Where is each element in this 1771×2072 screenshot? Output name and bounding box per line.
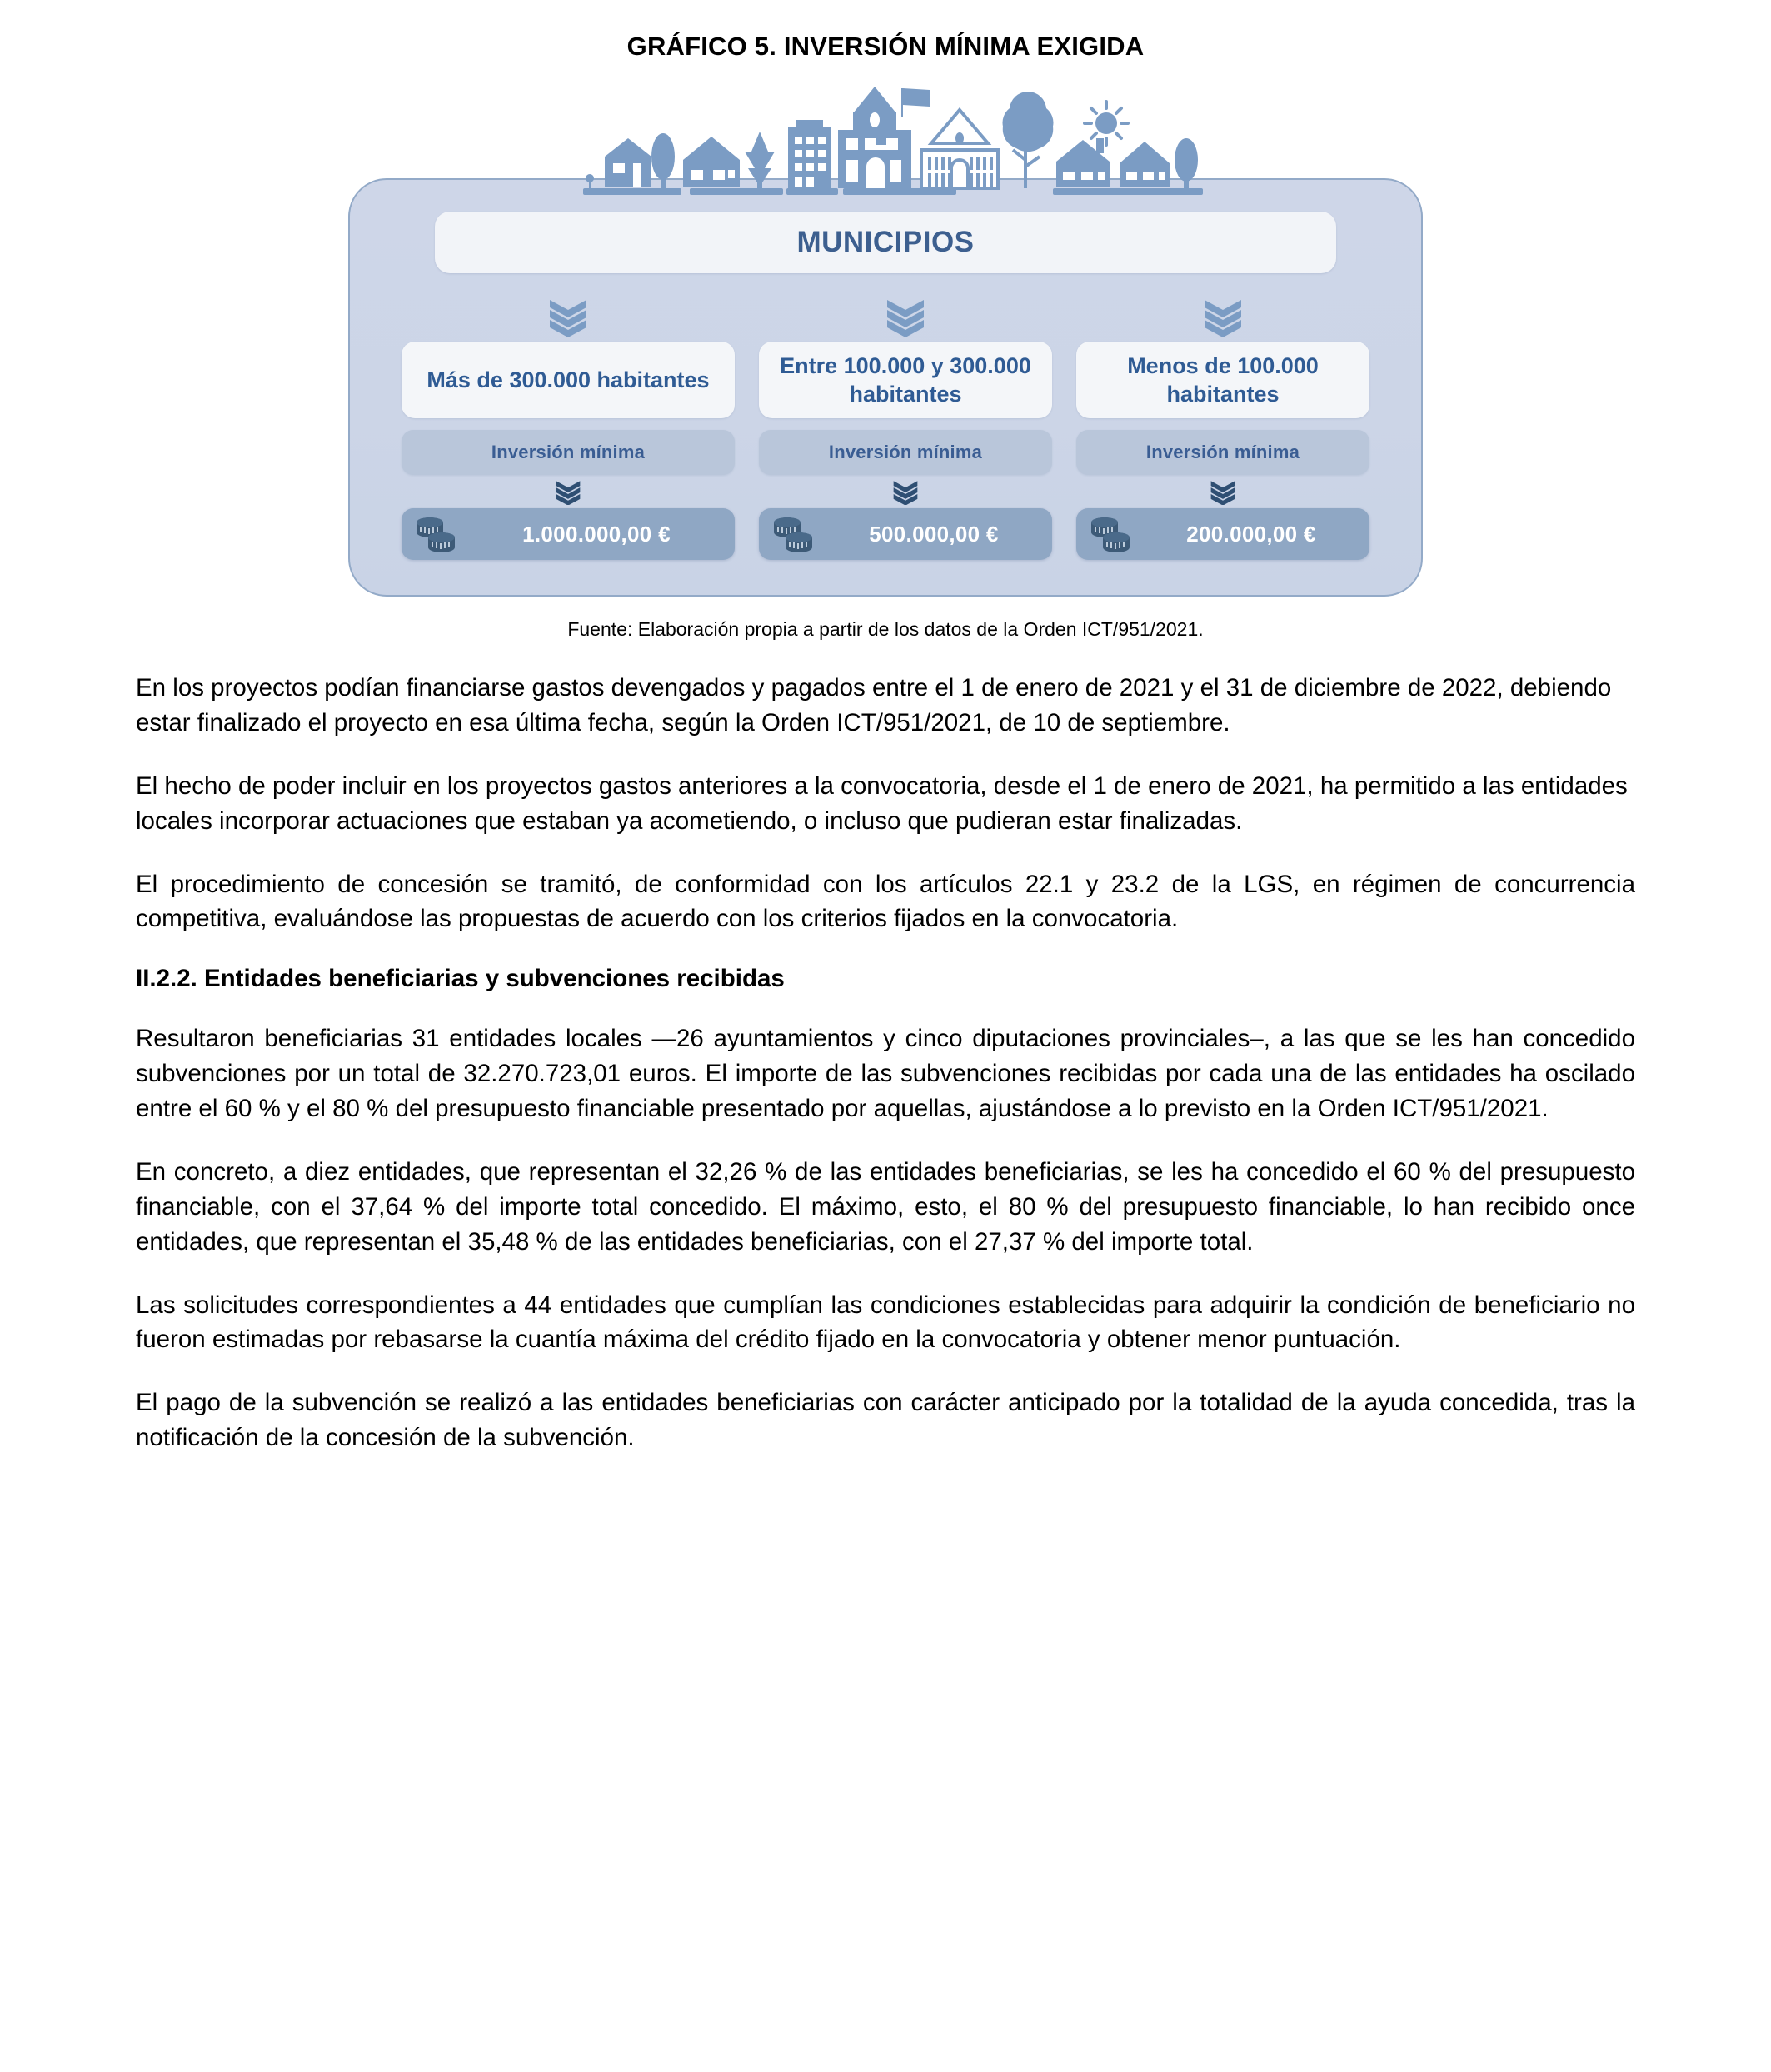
- paragraph-2: El hecho de poder incluir en los proyectos gastos anteriores a la convocatoria, desde el 1 de enero de 2021, ha permitido a las entidades locales incorporar actuaciones que estaban ya acometiendo, o incluso que pudieran estar finalizadas.: [136, 771, 1628, 835]
- infographic-columns: [383, 295, 1388, 560]
- coin-stack-icon: [771, 514, 821, 554]
- paragraph-7: El pago de la subvención se realizó a las entidades beneficiarias con carácter anticipado por la totalidad de la ayuda concedida, tras la notificación de la concesión de la subvención.: [136, 1389, 1635, 1452]
- investment-label-box: [1076, 430, 1369, 475]
- document-page: [0, 32, 1771, 2072]
- triple-chevron-down-icon: [553, 480, 583, 505]
- amount-value: 500.000,00 €: [869, 521, 999, 547]
- population-box: [402, 342, 735, 418]
- paragraph-6: Las solicitudes correspondientes a 44 entidades que cumplían las condiciones establecidas para adquirir la condición de beneficiario no fueron estimadas por rebasarse la cuantía máxima del crédito fijado en la convocatoria y obtener menor puntuación.: [136, 1291, 1635, 1354]
- figure-title: GRÁFICO 5. INVERSIÓN MÍNIMA EXIGIDA: [626, 32, 1145, 61]
- amount-box: [402, 508, 735, 560]
- column-entre-100000-300000: [759, 295, 1052, 560]
- triple-chevron-down-icon: [1202, 298, 1244, 337]
- population-label: Más de 300.000 habitantes: [427, 367, 710, 392]
- population-box: [759, 342, 1052, 418]
- amount-box: [1076, 508, 1369, 560]
- column-mas-de-300000: [402, 295, 735, 560]
- population-label: Menos de 100.000 habitantes: [1127, 353, 1319, 407]
- triple-chevron-down-icon: [885, 298, 926, 337]
- amount-box: [759, 508, 1052, 560]
- triple-chevron-down-icon: [1208, 480, 1238, 505]
- investment-label: Inversión mínima: [828, 442, 983, 463]
- municipios-label: MUNICIPIOS: [796, 226, 975, 258]
- section-heading: II.2.2. Entidades beneficiarias y subvenciones recibidas: [136, 965, 785, 993]
- population-label: Entre 100.000 y 300.000 habitantes: [780, 353, 1031, 407]
- investment-label-box: [402, 430, 735, 475]
- document-body: [136, 641, 1635, 1455]
- investment-label: Inversión mínima: [1145, 442, 1300, 463]
- city-skyline-icon: [556, 80, 1215, 197]
- column-menos-de-100000: [1076, 295, 1369, 560]
- figure-infographic: [348, 80, 1423, 597]
- paragraph-1: En los proyectos podían financiarse gastos devengados y pagados entre el 1 de enero de 2021 y el 31 de diciembre de 2022, debiendo estar finalizado el proyecto en esa última fecha, según la Orden ICT/951/2021, de 10 de septiembre.: [136, 674, 1612, 736]
- coin-stack-icon: [413, 514, 463, 554]
- amount-value: 1.000.000,00 €: [522, 521, 671, 547]
- amount-value: 200.000,00 €: [1186, 521, 1316, 547]
- figure-source-note: Fuente: Elaboración propia a partir de los datos de la Orden ICT/951/2021.: [567, 618, 1204, 641]
- population-box: [1076, 342, 1369, 418]
- paragraph-5: En concreto, a diez entidades, que representan el 32,26 % de las entidades beneficiarias, se les ha concedido el 60 % del presupuesto financiable, con el 37,64 % del importe total concedido. El máximo, esto, el 80 % del presupuesto financiable, lo han recibido once entidades, que representan el 35,48 % de las entidades beneficiarias, con el 27,37 % del importe total.: [136, 1157, 1635, 1256]
- triple-chevron-down-icon: [890, 480, 920, 505]
- coin-stack-icon: [1088, 514, 1138, 554]
- investment-label-box: [759, 430, 1052, 475]
- paragraph-3: El procedimiento de concesión se tramitó, de conformidad con los artículos 22.1 y 23.2 de la LGS, en régimen de concurrencia competitiva, evaluándose las propuestas de acuerdo con los criterios fijados en la convocatoria.: [136, 870, 1635, 933]
- triple-chevron-down-icon: [547, 298, 589, 337]
- paragraph-4: Resultaron beneficiarias 31 entidades locales —26 ayuntamientos y cinco diputaciones provinciales–, a las que se les han concedido subvenciones por un total de 32.270.723,01 euros. El importe de las subvenciones recibidas por cada una de las entidades ha oscilado entre el 60 % y el 80 % del presupuesto financiable presentado por aquellas, ajustándose a lo previsto en la Orden ICT/951/2021.: [136, 1025, 1635, 1123]
- infographic-panel: [348, 178, 1423, 597]
- municipios-header: [435, 212, 1336, 273]
- investment-label: Inversión mínima: [491, 442, 646, 462]
